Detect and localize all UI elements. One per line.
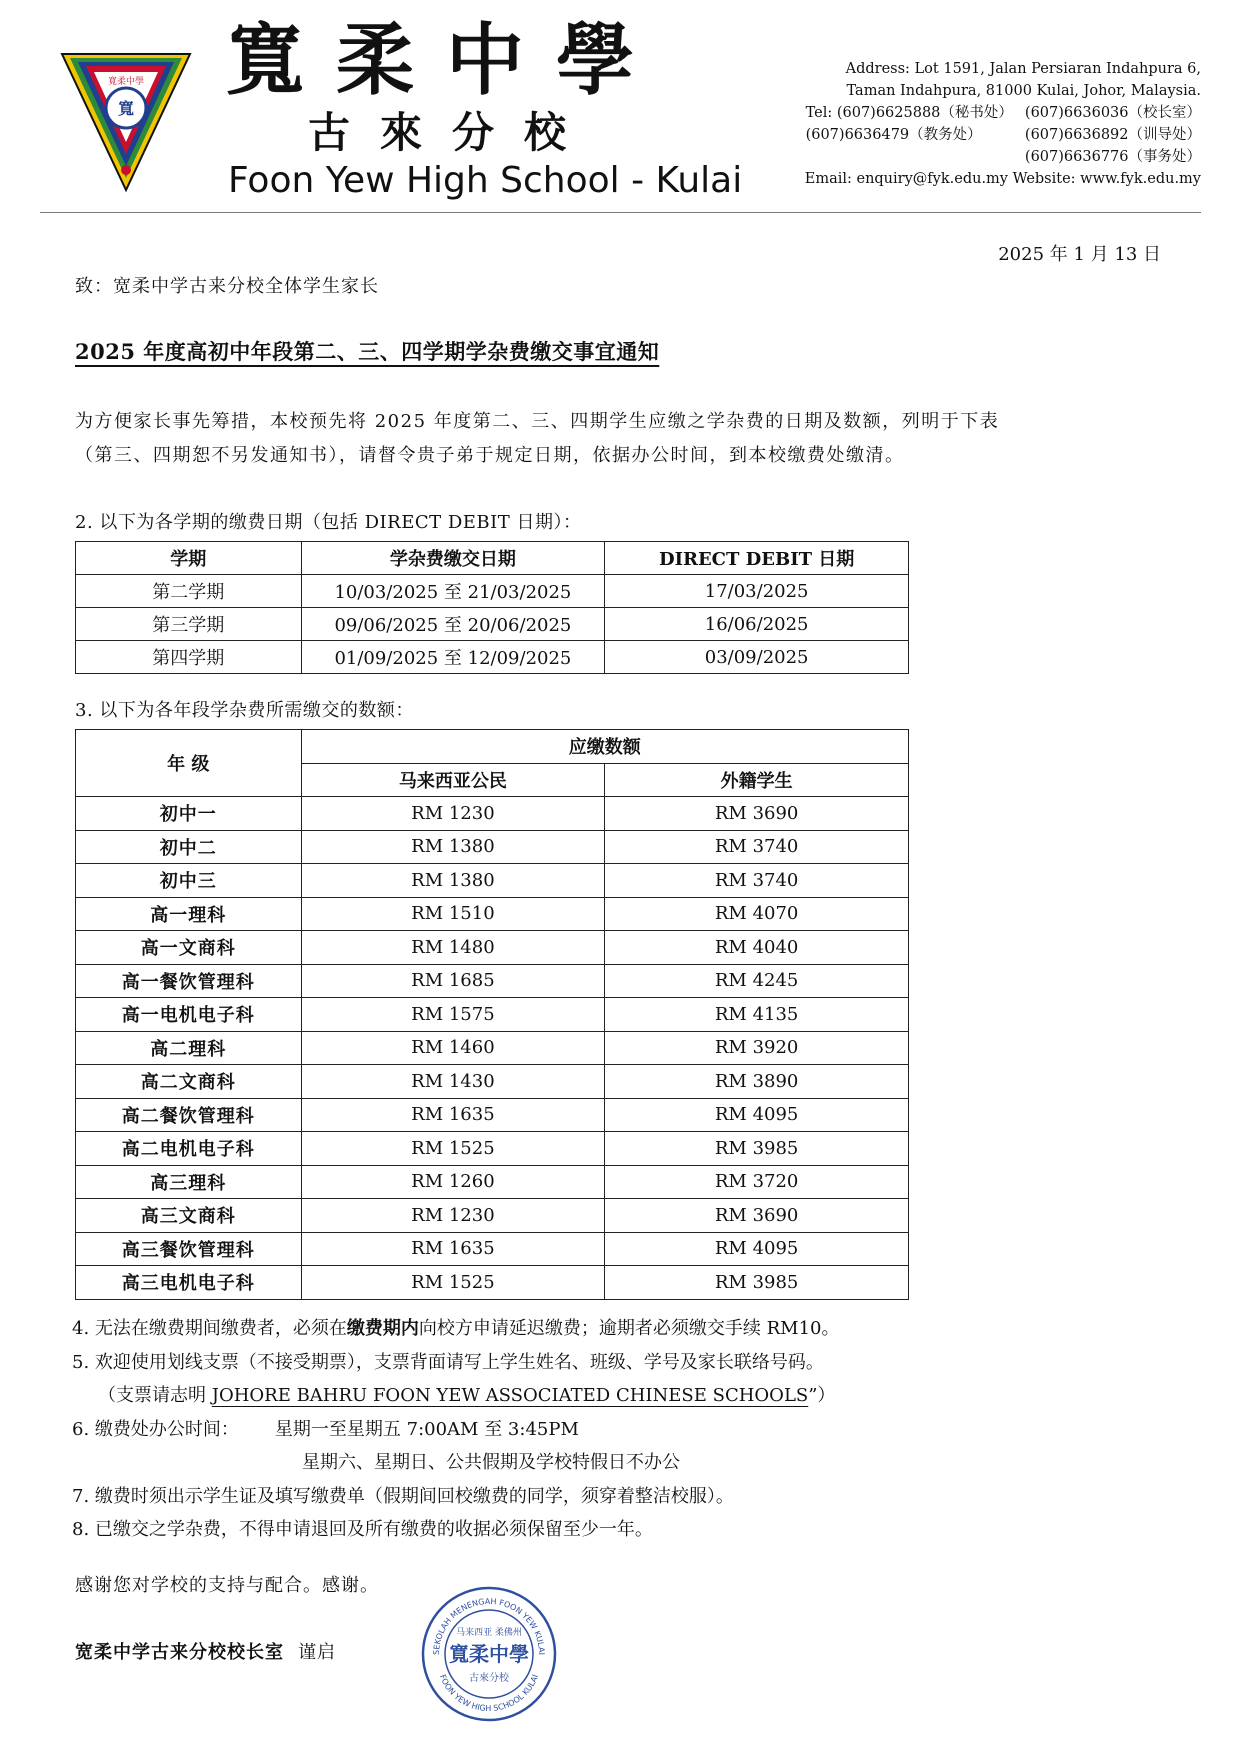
local-fee-cell: RM 1380 (301, 830, 605, 864)
phone-3: (607)6636479（教务处） (805, 127, 982, 143)
grade-cell: 高三餐饮管理科 (76, 1232, 302, 1266)
local-fee-cell: RM 1480 (301, 931, 605, 965)
address-line-2: Taman Indahpura, 81000 Kulai, Johor, Malaysia. (846, 83, 1201, 99)
direct-debit-cell: 17/03/2025 (605, 575, 909, 608)
phone-list (681, 102, 1201, 168)
foreign-fee-cell: RM 4070 (605, 897, 909, 931)
school-stamp (420, 1585, 558, 1723)
table-row (76, 1232, 909, 1266)
foreign-fee-cell: RM 3985 (605, 1266, 909, 1300)
phone-5 (806, 146, 1013, 168)
svg-text:SEKOLAH MENENGAH FOON YEW KULA: SEKOLAH MENENGAH FOON YEW KULAI (431, 1596, 547, 1656)
thanks-line: 感谢您对学校的支持与配合。感谢。 (75, 1575, 379, 1596)
local-fee-cell: RM 1685 (301, 964, 605, 998)
local-fee-cell: RM 1525 (301, 1132, 605, 1166)
branch-name-chinese: 古來分校 (308, 108, 597, 157)
table-row (76, 575, 909, 608)
grade-cell: 高一理科 (76, 897, 302, 931)
section-2-heading: 2. 以下为各学期的缴费日期（包括 DIRECT DEBIT 日期）： (75, 512, 582, 533)
svg-text:FOON YEW HIGH SCHOOL KULAI: FOON YEW HIGH SCHOOL KULAI (437, 1673, 541, 1714)
foreign-fee-cell: RM 4245 (605, 964, 909, 998)
foreign-fee-cell: RM 3740 (605, 864, 909, 898)
address-line-1: Address: Lot 1591, Jalan Persiaran Indahpura 6, (845, 61, 1201, 77)
signoff: 宽柔中学古来分校校长室 谨启 (75, 1642, 336, 1663)
direct-debit-cell: 16/06/2025 (605, 608, 909, 641)
foreign-fee-cell: RM 3690 (605, 797, 909, 831)
foreign-fee-cell: RM 4135 (605, 998, 909, 1032)
header-malaysian: 马来西亚公民 (301, 763, 605, 797)
foreign-fee-cell: RM 3985 (605, 1132, 909, 1166)
svg-text:寬柔中學: 寬柔中學 (449, 1642, 529, 1666)
foreign-fee-cell: RM 3720 (605, 1165, 909, 1199)
table-row (76, 1165, 909, 1199)
svg-text:寬: 寬 (117, 99, 135, 118)
office-hours-weekday: 星期一至星期五 7:00AM 至 3:45PM (274, 1418, 579, 1440)
date-range-cell: 10/03/2025 至 21/03/2025 (301, 575, 605, 608)
header-direct-debit: DIRECT DEBIT 日期 (605, 542, 909, 575)
grade-cell: 高二理科 (76, 1031, 302, 1065)
payment-dates-table (75, 541, 909, 674)
table-row (76, 897, 909, 931)
note-7: 7. 缴费时须出示学生证及填写缴费单（假期间回校缴费的同学，须穿着整洁校服）。 (72, 1485, 734, 1507)
table-header-row (76, 542, 909, 575)
table-row (76, 1266, 909, 1300)
local-fee-cell: RM 1230 (301, 797, 605, 831)
table-row (76, 1065, 909, 1099)
local-fee-cell: RM 1635 (301, 1232, 605, 1266)
foreign-fee-cell: RM 3920 (605, 1031, 909, 1065)
term-cell: 第四学期 (76, 641, 302, 674)
header-grade: 年 级 (76, 730, 302, 797)
foreign-fee-cell: RM 3890 (605, 1065, 909, 1099)
school-name-chinese: 寬柔中學 (226, 15, 667, 106)
grade-cell: 高一餐饮管理科 (76, 964, 302, 998)
grade-cell: 高三电机电子科 (76, 1266, 302, 1300)
grade-cell: 初中一 (76, 797, 302, 831)
date-range-cell: 09/06/2025 至 20/06/2025 (301, 608, 605, 641)
section-3-heading: 3. 以下为各年段学杂费所需缴交的数额： (75, 700, 414, 721)
grade-cell: 初中二 (76, 830, 302, 864)
school-logo (60, 50, 192, 192)
foreign-fee-cell: RM 4095 (605, 1098, 909, 1132)
phone-2: (607)6636036（校长室） (1024, 105, 1201, 121)
header-term: 学期 (76, 542, 302, 575)
table-row (76, 1132, 909, 1166)
local-fee-cell: RM 1510 (301, 897, 605, 931)
fee-amounts-table (75, 729, 909, 1300)
intro-paragraph (75, 405, 1175, 473)
date-range-cell: 01/09/2025 至 12/09/2025 (301, 641, 605, 674)
notice-title: 2025 年度高初中年段第二、三、四学期学杂费缴交事宜通知 (75, 339, 660, 364)
term-cell: 第二学期 (76, 575, 302, 608)
header-divider (40, 212, 1201, 213)
intro-line-2: （第三、四期恕不另发通知书），请督令贵子弟于规定日期，依据办公时间，到本校缴费处缴清。 (75, 445, 905, 466)
foreign-fee-cell: RM 3740 (605, 830, 909, 864)
phone-1: Tel: (607)6625888（秘书处） (805, 105, 1013, 121)
phone-6: (607)6636776（事务处） (1024, 149, 1201, 165)
note-6: 6. 缴费处办公时间： 星期一至星期五 7:00AM 至 3:45PM (72, 1418, 579, 1440)
local-fee-cell: RM 1460 (301, 1031, 605, 1065)
header-amount: 应缴数额 (301, 730, 908, 764)
school-name-english: Foon Yew High School - Kulai (228, 160, 743, 201)
note-5: 5. 欢迎使用划线支票（不接受期票），支票背面请写上学生姓名、班级、学号及家长联络号码。 (72, 1351, 824, 1373)
table-row (76, 864, 909, 898)
table-row (76, 830, 909, 864)
cheque-payee-name: JOHORE BAHRU FOON YEW ASSOCIATED CHINESE SCHOOLS (211, 1385, 809, 1406)
table-row (76, 964, 909, 998)
grade-cell: 高三理科 (76, 1165, 302, 1199)
addressee: 致：宽柔中学古来分校全体学生家长 (75, 276, 379, 297)
grade-cell: 高一电机电子科 (76, 998, 302, 1032)
table-row (76, 1199, 909, 1233)
local-fee-cell: RM 1380 (301, 864, 605, 898)
local-fee-cell: RM 1525 (301, 1266, 605, 1300)
phone-4: (607)6636892（训导处） (1024, 127, 1201, 143)
table-row (76, 1031, 909, 1065)
grade-cell: 高二文商科 (76, 1065, 302, 1099)
svg-text:古來分校: 古來分校 (469, 1673, 509, 1684)
header-foreign: 外籍学生 (605, 763, 909, 797)
grade-cell: 高三文商科 (76, 1199, 302, 1233)
logo-text-mid: 寬柔中學 (107, 77, 145, 87)
table-row (76, 1098, 909, 1132)
local-fee-cell: RM 1430 (301, 1065, 605, 1099)
grade-cell: 初中三 (76, 864, 302, 898)
local-fee-cell: RM 1230 (301, 1199, 605, 1233)
svg-text:马来西亚 柔佛州: 马来西亚 柔佛州 (456, 1628, 522, 1638)
table-row (76, 641, 909, 674)
table-row (76, 998, 909, 1032)
letter-date: 2025 年 1 月 13 日 (998, 244, 1161, 265)
term-cell: 第三学期 (76, 608, 302, 641)
direct-debit-cell: 03/09/2025 (605, 641, 909, 674)
foreign-fee-cell: RM 4095 (605, 1232, 909, 1266)
note-4-emphasis: 缴费期内 (346, 1318, 419, 1339)
office-hours-closed: 星期六、星期日、公共假期及学校特假日不办公 (302, 1452, 680, 1473)
header-payment-date: 学杂费缴交日期 (301, 542, 605, 575)
note-4: 4. 无法在缴费期间缴费者，必须在缴费期内向校方申请延迟缴费；逾期者必须缴交手续 RM10。 (72, 1318, 840, 1339)
grade-cell: 高二餐饮管理科 (76, 1098, 302, 1132)
grade-cell: 高二电机电子科 (76, 1132, 302, 1166)
table-header-row (76, 730, 909, 764)
contact-block (681, 58, 1201, 190)
foreign-fee-cell: RM 3690 (605, 1199, 909, 1233)
note-8: 8. 已缴交之学杂费，不得申请退回及所有缴费的收据必须保留至少一年。 (72, 1519, 653, 1540)
notes-list (72, 1312, 1202, 1547)
foreign-fee-cell: RM 4040 (605, 931, 909, 965)
table-row (76, 797, 909, 831)
note-5-cheque-payee: （支票请志明 JOHORE BAHRU FOON YEW ASSOCIATED CHINESE SCHOOLS”） (98, 1385, 836, 1406)
local-fee-cell: RM 1635 (301, 1098, 605, 1132)
intro-line-1: 为方便家长事先筹措，本校预先将 2025 年度第二、三、四期学生应缴之学杂费的日期及数额，列明于下表 (75, 411, 1000, 432)
local-fee-cell: RM 1575 (301, 998, 605, 1032)
local-fee-cell: RM 1260 (301, 1165, 605, 1199)
email-website-line: Email: enquiry@fyk.edu.my Website: www.fyk.edu.my (804, 171, 1201, 187)
table-row (76, 608, 909, 641)
grade-cell: 高一文商科 (76, 931, 302, 965)
table-row (76, 931, 909, 965)
